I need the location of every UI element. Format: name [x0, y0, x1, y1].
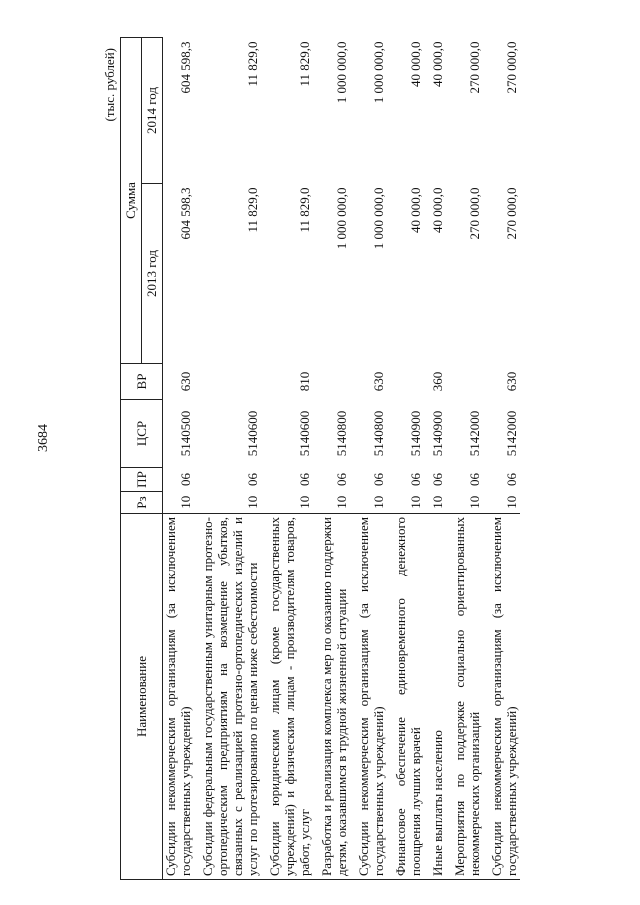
row-pr: 06 — [245, 473, 260, 486]
row-sum-2014: 270 000,0 — [467, 41, 482, 94]
row-rz: 10 — [371, 495, 386, 509]
row-pr: 06 — [408, 473, 423, 486]
row-name: Финансовое обеспечение единовременного денежного поощрения лучших врачей — [387, 514, 424, 880]
table-row — [313, 38, 350, 880]
row-vr: 630 — [504, 371, 519, 392]
row-vr: 630 — [178, 371, 193, 392]
row-sum-2013: 11 829,0 — [245, 187, 260, 233]
row-rz: 10 — [504, 495, 519, 509]
row-vr — [313, 364, 350, 400]
row-rz: 10 — [178, 495, 193, 509]
row-sum-2013: 270 000,0 — [504, 187, 519, 240]
row-csr: 5140600 — [297, 410, 312, 457]
table-body — [163, 38, 521, 880]
table-row — [387, 38, 424, 880]
row-sum-2013: 40 000,0 — [430, 187, 445, 233]
row-pr: 06 — [430, 473, 445, 486]
row-rz: 10 — [467, 495, 482, 509]
row-vr — [387, 364, 424, 400]
row-sum-2014: 1 000 000,0 — [371, 41, 386, 104]
row-sum-2014: 604 598,3 — [178, 41, 193, 94]
row-vr: 810 — [297, 371, 312, 392]
row-name: Субсидии некоммерческим организациям (за исключением государственных учреждений) — [483, 514, 520, 880]
row-sum-2014: 1 000 000,0 — [334, 41, 349, 104]
row-csr: 5140900 — [408, 410, 423, 457]
row-pr: 06 — [334, 473, 349, 486]
header-vr: ВР — [121, 364, 163, 400]
row-csr: 5140500 — [178, 410, 193, 457]
row-name: Иные выплаты населению — [424, 514, 446, 880]
row-rz: 10 — [297, 495, 312, 509]
table-row — [483, 38, 520, 880]
header-csr: ЦСР — [121, 400, 163, 468]
row-csr: 5140800 — [334, 410, 349, 457]
row-pr: 06 — [504, 473, 519, 486]
row-csr: 5140900 — [430, 410, 445, 457]
budget-table — [120, 37, 520, 880]
header-name: Наименование — [121, 514, 163, 880]
table-row — [350, 38, 387, 880]
header-2013: 2013 год — [142, 184, 163, 364]
row-name: Субсидии юридическим лицам (кроме государственных учреждений) и физическим лицам - производителям товаров, работ, услуг — [261, 514, 313, 880]
table-row — [446, 38, 483, 880]
row-sum-2014: 40 000,0 — [408, 41, 423, 87]
row-csr: 5142000 — [504, 410, 519, 457]
table-header — [121, 38, 163, 880]
row-sum-2014: 270 000,0 — [504, 41, 519, 94]
row-sum-2013: 1 000 000,0 — [334, 187, 349, 250]
row-sum-2013: 40 000,0 — [408, 187, 423, 233]
row-sum-2013: 270 000,0 — [467, 187, 482, 240]
row-vr — [446, 364, 483, 400]
row-pr: 06 — [371, 473, 386, 486]
row-csr: 5142000 — [467, 410, 482, 457]
row-vr — [194, 364, 261, 400]
rotated-page-content — [102, 38, 556, 880]
row-rz: 10 — [408, 495, 423, 509]
row-sum-2013: 1 000 000,0 — [371, 187, 386, 250]
table-row — [163, 38, 195, 880]
header-pr: ПР — [121, 468, 163, 492]
row-pr: 06 — [178, 473, 193, 486]
row-sum-2013: 604 598,3 — [178, 187, 193, 240]
row-csr: 5140600 — [245, 410, 260, 457]
table-row — [424, 38, 446, 880]
table-row — [261, 38, 313, 880]
units-label: (тыс. рублей) — [102, 48, 117, 122]
row-sum-2014: 40 000,0 — [430, 41, 445, 87]
page-number: 3684 — [36, 424, 51, 452]
row-vr: 630 — [371, 371, 386, 392]
row-name: Мероприятия по поддержке социально ориентированных некоммерческих организаций — [446, 514, 483, 880]
row-name: Субсидии федеральным государственным унитарным протезно-ортопедическим предприятиям на возмещение убытков, связанных с реализацией протезно-ортопедических изделий и услуг по протезированию по ценам ниже себестоимости — [194, 514, 261, 880]
row-name: Субсидии некоммерческим организациям (за исключением государственных учреждений) — [350, 514, 387, 880]
table-row — [194, 38, 261, 880]
row-rz: 10 — [334, 495, 349, 509]
row-sum-2013: 11 829,0 — [297, 187, 312, 233]
row-csr: 5140800 — [371, 410, 386, 457]
row-pr: 06 — [297, 473, 312, 486]
row-pr: 06 — [467, 473, 482, 486]
header-rz: Рз — [121, 492, 163, 514]
row-name: Субсидии некоммерческим организациям (за исключением государственных учреждений) — [163, 514, 195, 880]
row-vr: 360 — [430, 371, 445, 392]
header-sum: Сумма — [121, 38, 142, 364]
row-rz: 10 — [245, 495, 260, 509]
row-sum-2014: 11 829,0 — [297, 41, 312, 87]
header-2014: 2014 год — [142, 38, 163, 184]
row-rz: 10 — [430, 495, 445, 509]
row-sum-2014: 11 829,0 — [245, 41, 260, 87]
row-name: Разработка и реализация комплекса мер по оказанию поддержки детям, оказавшимся в трудной жизненной ситуации — [313, 514, 350, 880]
